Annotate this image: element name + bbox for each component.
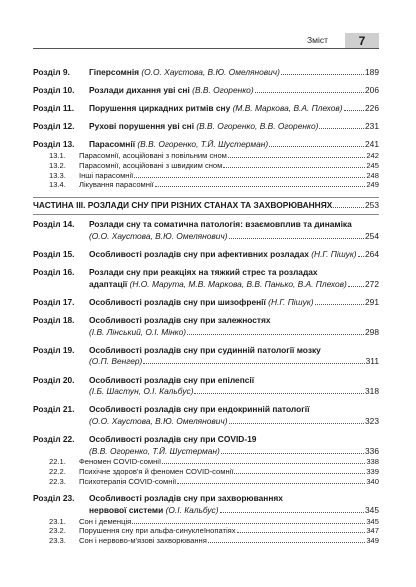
chapter-number: Розділ 15.: [33, 248, 75, 259]
chapter-title: нервової системи: [89, 504, 164, 515]
part-title: ЧАСТИНА ІІІ. РОЗЛАДИ СНУ ПРИ РІЗНИХ СТАНАХ ТА ЗАХВОРЮВАННЯХ: [33, 200, 333, 211]
chapter-body: [89, 85, 379, 97]
chapter-authors: (О.О. Хаустова, В.Ю. Омелянович): [89, 416, 228, 426]
toc-subsection: [33, 457, 379, 467]
chapter-line: [89, 219, 379, 231]
toc-subsection: [33, 536, 379, 546]
toc-chapter: [33, 434, 379, 457]
subsection-number: 22.1.: [49, 457, 66, 467]
toc-chapter: [33, 219, 379, 242]
page-ref: 241: [365, 139, 379, 150]
subsection-title: Психотерапія COVID-сомнії: [79, 476, 177, 486]
chapter-title: Особливості розладів сну при залежностях: [89, 315, 271, 326]
chapter-line: [89, 249, 379, 261]
subsection-number: 22.3.: [49, 476, 66, 486]
dot-leader: [162, 463, 365, 464]
page-ref: 189: [365, 66, 379, 77]
dot-leader: [229, 423, 364, 424]
page-ref: 345: [365, 504, 379, 515]
subsection-title: Лікування парасомнії: [79, 180, 154, 190]
chapter-line: [89, 139, 379, 151]
page-ref: 347: [366, 526, 379, 536]
subsection-number: 13.2.: [49, 160, 66, 170]
chapter-line: [89, 279, 379, 291]
page-ref: 249: [366, 180, 379, 190]
page-ref: 338: [366, 457, 379, 467]
chapter-title: Особливості розладів сну при епілепсії: [89, 374, 255, 385]
dot-leader: [237, 532, 366, 533]
chapter-authors: (М.В. Маркова, В.А. Плехов): [232, 102, 343, 113]
page-ref: 318: [365, 386, 379, 397]
page-ref: 231: [365, 121, 379, 132]
page-ref: 323: [365, 416, 379, 426]
page-ref: 340: [366, 476, 379, 486]
chapter-authors: (О.І. Кальбус): [165, 504, 219, 515]
chapter-body: [89, 67, 379, 79]
chapter-number: Розділ 22.: [33, 434, 75, 445]
page-ref: 248: [366, 170, 379, 180]
toc-subsection: [33, 477, 379, 487]
page-ref: 291: [365, 296, 379, 307]
chapter-body: [89, 404, 379, 427]
chapter-body: [89, 219, 379, 242]
chapter-body: [89, 103, 379, 115]
page-ref: 242: [366, 150, 379, 160]
chapter-body: [89, 249, 379, 261]
toc-chapter: [33, 345, 379, 368]
chapter-number: Розділ 16.: [33, 267, 75, 278]
chapter-body: [89, 434, 379, 457]
chapter-authors: (О.О. Хаустова, В.Ю. Омелянович): [141, 66, 280, 77]
subsection-title: Парасомнії, асоційовані з швидким сном: [79, 160, 223, 170]
subsection-number: 23.3.: [49, 536, 66, 546]
chapter-title: адаптації: [89, 278, 128, 289]
subsection-number: 22.2.: [49, 467, 66, 477]
subsection-number: 13.4.: [49, 180, 66, 190]
chapter-body: [89, 375, 379, 398]
page-ref: 206: [365, 84, 379, 95]
page-ref: 264: [365, 248, 379, 259]
dot-leader: [220, 512, 364, 513]
dot-leader: [132, 523, 365, 524]
subsection-title: Порушення сну при альфа-синуклеїнопатіях: [79, 526, 236, 536]
dot-leader: [344, 110, 364, 111]
page-ref: 339: [366, 467, 379, 477]
chapter-title: Особливості розладів сну при судинній патології мозку: [89, 344, 321, 355]
running-header-title: Зміст: [307, 35, 329, 45]
chapter-authors: (В.В. Огоренко): [192, 84, 254, 95]
page-ref: 336: [365, 445, 379, 456]
chapter-title: Особливості розладів сну при афективних розладах: [89, 248, 309, 259]
page-ref: 311: [365, 356, 379, 367]
subsection-title: Психічне здоров'я й феномен COVID-сомнії: [79, 467, 234, 477]
chapter-authors: (І.Б. Шастун, О.І. Кальбус): [89, 386, 194, 397]
table-of-contents: [33, 60, 379, 546]
toc-subsection: [33, 526, 379, 536]
toc-chapter: [33, 297, 379, 309]
chapter-number: Розділ 13.: [33, 139, 75, 150]
chapter-authors: (Н.Г. Пішук): [268, 296, 314, 307]
subsection-number: 23.2.: [49, 526, 66, 536]
page-number-badge: 7: [345, 33, 379, 49]
page-ref: 253: [365, 200, 379, 211]
chapter-body: [89, 315, 379, 338]
chapter-authors: (Н.О. Марута, М.В. Маркова, В.В. Панько, В.А. Плехов): [129, 278, 347, 289]
subsection-number: 13.3.: [49, 170, 66, 180]
dot-leader: [255, 92, 364, 93]
chapter-number: Розділ 23.: [33, 493, 75, 504]
toc-subsection: [33, 171, 379, 181]
page-ref: 272: [365, 278, 379, 289]
chapter-line: [89, 85, 379, 97]
toc-chapter: [33, 67, 379, 79]
toc-chapter: [33, 493, 379, 516]
dot-leader: [281, 74, 364, 75]
chapter-line: [89, 103, 379, 115]
dot-leader: [229, 238, 364, 239]
chapter-line: [89, 267, 379, 279]
chapter-number: Розділ 19.: [33, 344, 75, 355]
chapter-number: Розділ 10.: [33, 84, 75, 95]
chapter-title: Рухові порушення уві сні: [89, 121, 195, 132]
chapter-authors: (О.О. Хаустова, В.Ю. Омелянович): [89, 230, 228, 241]
dot-leader: [228, 157, 365, 158]
dot-leader: [134, 177, 365, 178]
toc-chapter: [33, 375, 379, 398]
header-rule: [33, 48, 379, 49]
chapter-line: [89, 315, 379, 327]
chapter-number: Розділ 18.: [33, 315, 75, 326]
chapter-line: [89, 327, 379, 339]
dot-leader: [223, 167, 365, 168]
chapter-authors: (В.В. Огоренко, Т.Й. Шустерман): [89, 445, 220, 456]
chapter-line: [89, 121, 379, 133]
chapter-authors: (В.В. Огоренко, Т.Й. Шустерман): [137, 139, 269, 150]
chapter-title: Особливості розладів сну при COVID-19: [89, 434, 257, 445]
page-ref: 254: [365, 230, 379, 241]
subsection-title: Феномен COVID-сомнії: [79, 457, 162, 467]
subsection-title: Сон і деменція: [79, 516, 132, 526]
chapter-title: Розлади сну та соматична патологія: взаємовплив та динаміка: [89, 219, 352, 230]
chapter-title: Особливості розладів сну при шизофренії: [89, 296, 266, 307]
chapter-title: Особливості розладів сну при захворюваннях: [89, 493, 283, 504]
dot-leader: [319, 128, 364, 129]
toc-chapter: [33, 249, 379, 261]
toc-subsection: [33, 180, 379, 190]
chapter-authors: (Н.Г. Пішук): [311, 248, 357, 259]
dot-leader: [155, 186, 366, 187]
toc-chapter: [33, 267, 379, 290]
chapter-number: Розділ 17.: [33, 296, 75, 307]
chapter-title: Парасомнії: [89, 139, 136, 150]
subsection-title: Парасомнії, асоційовані з повільним сном: [79, 150, 227, 160]
chapter-line: [89, 434, 379, 446]
chapter-line: [89, 67, 379, 79]
chapter-line: [89, 297, 379, 309]
dot-leader: [358, 256, 364, 257]
chapter-number: Розділ 9.: [33, 66, 70, 77]
toc-subsection: [33, 151, 379, 161]
page-ref: 226: [365, 102, 379, 113]
chapter-number: Розділ 21.: [33, 404, 75, 415]
chapter-line: [89, 505, 379, 517]
toc-subsection: [33, 517, 379, 527]
dot-leader: [208, 542, 366, 543]
dot-leader: [194, 393, 364, 394]
chapter-line: [89, 404, 379, 416]
dot-leader: [187, 334, 364, 335]
chapter-title: Особливості розладів сну при ендокринній патології: [89, 404, 310, 415]
page-ref: 298: [365, 326, 379, 337]
toc-subsection: [33, 161, 379, 171]
dot-leader: [315, 304, 364, 305]
dot-leader: [177, 483, 365, 484]
page-ref: 245: [366, 160, 379, 170]
chapter-body: [89, 493, 379, 516]
dot-leader: [143, 363, 364, 364]
subsection-title: Сон і нервово-м'язові захворювання: [79, 536, 207, 546]
chapter-title: Порушення циркадних ритмів сну: [89, 102, 231, 113]
toc-chapter: [33, 404, 379, 427]
subsection-title: Інші парасомнії: [79, 170, 134, 180]
chapter-number: Розділ 12.: [33, 121, 75, 132]
chapter-line: [89, 231, 379, 243]
dot-leader: [221, 453, 364, 454]
chapter-number: Розділ 20.: [33, 374, 75, 385]
dot-leader: [348, 286, 364, 287]
chapter-line: [89, 493, 379, 505]
chapter-line: [89, 386, 379, 398]
chapter-body: [89, 345, 379, 368]
toc-chapter: [33, 85, 379, 97]
dot-leader: [269, 146, 364, 147]
chapter-line: [89, 375, 379, 387]
toc-chapter: [33, 103, 379, 115]
chapter-line: [89, 416, 379, 428]
chapter-authors: (О.П. Венгер): [89, 356, 143, 367]
toc-subsection: [33, 467, 379, 477]
chapter-authors: (І.В. Лінський, О.І. Мінко): [89, 326, 187, 337]
toc-chapter: [33, 121, 379, 133]
chapter-number: Розділ 11.: [33, 102, 75, 113]
part-heading: [33, 197, 379, 215]
chapter-title: Розлади дихання уві сні: [89, 84, 190, 95]
subsection-number: 13.1.: [49, 150, 66, 160]
chapter-line: [89, 446, 379, 458]
chapter-body: [89, 267, 379, 290]
dot-leader: [333, 207, 364, 208]
chapter-body: [89, 297, 379, 309]
chapter-title: Гіперсомнія: [89, 66, 140, 77]
chapter-line: [89, 356, 379, 368]
chapter-body: [89, 139, 379, 151]
chapter-authors: (В.В. Огоренко, В.В. Огоренко): [196, 121, 319, 132]
dot-leader: [234, 473, 365, 474]
toc-chapter: [33, 139, 379, 151]
chapter-line: [89, 345, 379, 357]
chapter-title: Розлади сну при реакціях на тяжкий стрес та розладах: [89, 267, 318, 278]
chapter-number: Розділ 14.: [33, 219, 75, 230]
chapter-body: [89, 121, 379, 133]
page-ref: 349: [366, 536, 379, 546]
toc-chapter: [33, 315, 379, 338]
page-ref: 345: [366, 516, 379, 526]
subsection-number: 23.1.: [49, 516, 66, 526]
